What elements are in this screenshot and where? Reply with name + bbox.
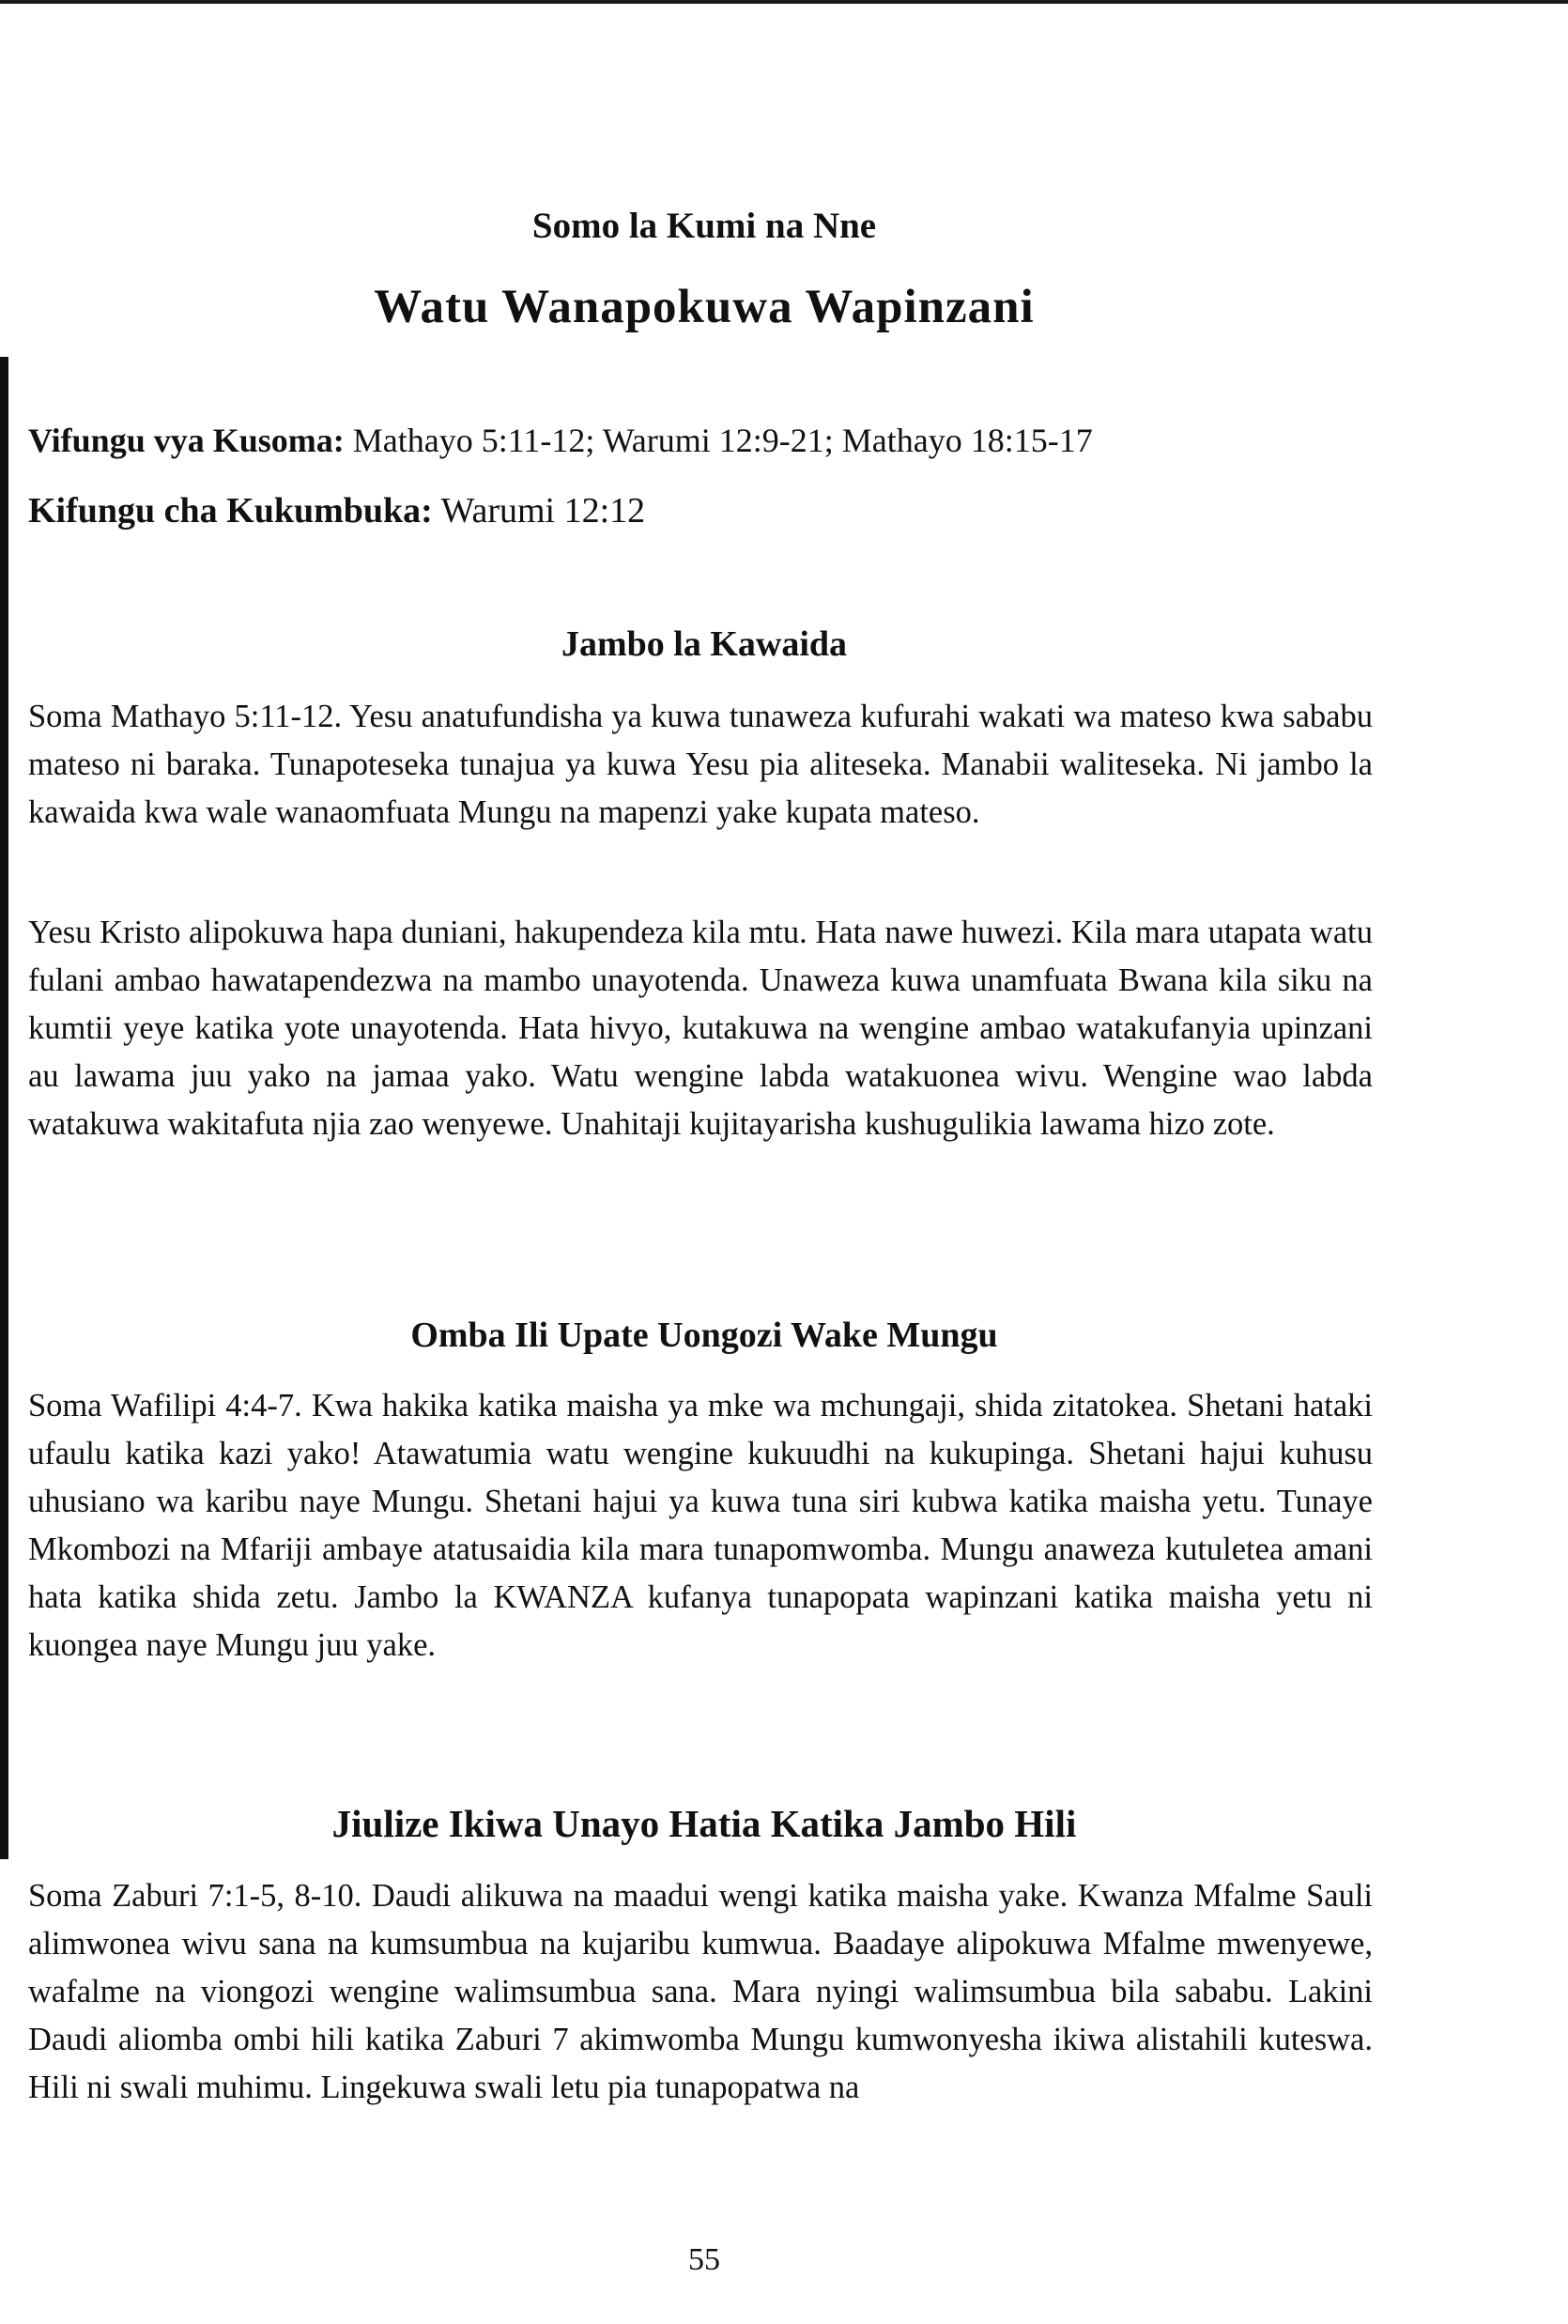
section-heading: Omba Ili Upate Uongozi Wake Mungu: [410, 1316, 998, 1355]
memory-text: Warumi 12:12: [432, 491, 646, 531]
reading-text: Mathayo 5:11-12; Warumi 12:9-21; Mathayo 18:15-17: [344, 422, 1093, 459]
memory-label: Kifungu cha Kukumbuka:: [28, 491, 433, 531]
lesson-title: Watu Wanapokuwa Wapinzani: [374, 281, 1035, 333]
reading-references: [28, 421, 1093, 460]
section-heading: Jambo la Kawaida: [561, 624, 848, 664]
paragraph: Soma Mathayo 5:11-12. Yesu anatufundisha ya kuwa tunaweza kufurahi wakati wa mateso kwa sababu mateso ni baraka. Tunapoteseka tunajua ya kuwa Yesu pia aliteseka. Manabii waliteseka. Ni jambo la kawaida kwa wale wanaomfuata Mungu na mapenzi yake kupata mateso.: [28, 699, 1373, 830]
page-number: 55: [688, 2242, 720, 2277]
lesson-number: Somo la Kumi na Nne: [531, 206, 877, 246]
scan-edge-shadow: [0, 357, 8, 1859]
memory-verse: [28, 490, 645, 531]
paragraph: Soma Wafilipi 4:4-7. Kwa hakika katika maisha ya mke wa mchungaji, shida zitatokea. Shetani hataki ufaulu katika kazi yako! Atawatumia watu wengine kukuudhi na kukupinga. Shetani hajui kuhusu uhusiano wa karibu naye Mungu. Shetani hajui ya kuwa tuna siri kubwa katika maisha yetu. Tunaye Mkombozi na Mfariji ambaye atatusaidia kila mara tunapomwomba. Mungu anaweza kutuletea amani hata katika shida zetu. Jambo la KWANZA kufanya tunapopata wapinzani katika maisha yetu ni kuongea naye Mungu juu yake.: [28, 1388, 1373, 1663]
reading-label: Vifungu vya Kusoma:: [28, 422, 345, 459]
paragraph: Soma Zaburi 7:1-5, 8-10. Daudi alikuwa na maadui wengi katika maisha yake. Kwanza Mfalme Sauli alimwonea wivu sana na kumsumbua na kujaribu kumwua. Baadaye alipokuwa Mfalme mwenyewe, wafalme na viongozi wengine walimsumbua sana. Mara nyingi walimsumbua bila sababu. Lakini Daudi aliomba ombi hili katika Zaburi 7 akimwomba Mungu kumwonyesha ikiwa alistahili kuteswa. Hili ni swali muhimu. Lingekuwa swali letu pia tunapopatwa na: [28, 1878, 1373, 2105]
paragraph: Yesu Kristo alipokuwa hapa duniani, hakupendeza kila mtu. Hata nawe huwezi. Kila mara utapata watu fulani ambao hawatapendezwa na mambo unayotenda. Unaweza kuwa unamfuata Bwana kila siku na kumtii yeye katika yote unayotenda. Hata hivyo, kutakuwa na wengine ambao watakufanyia upinzani au lawama juu yako na jamaa yako. Watu wengine labda watakuonea wivu. Wengine wao labda watakuwa wakitafuta njia zao wenyewe. Unahitaji kujitayarisha kushugulikia lawama hizo zote.: [28, 915, 1373, 1142]
section-heading: Jiulize Ikiwa Unayo Hatia Katika Jambo Hili: [331, 1802, 1077, 1845]
top-border: [0, 0, 1568, 4]
